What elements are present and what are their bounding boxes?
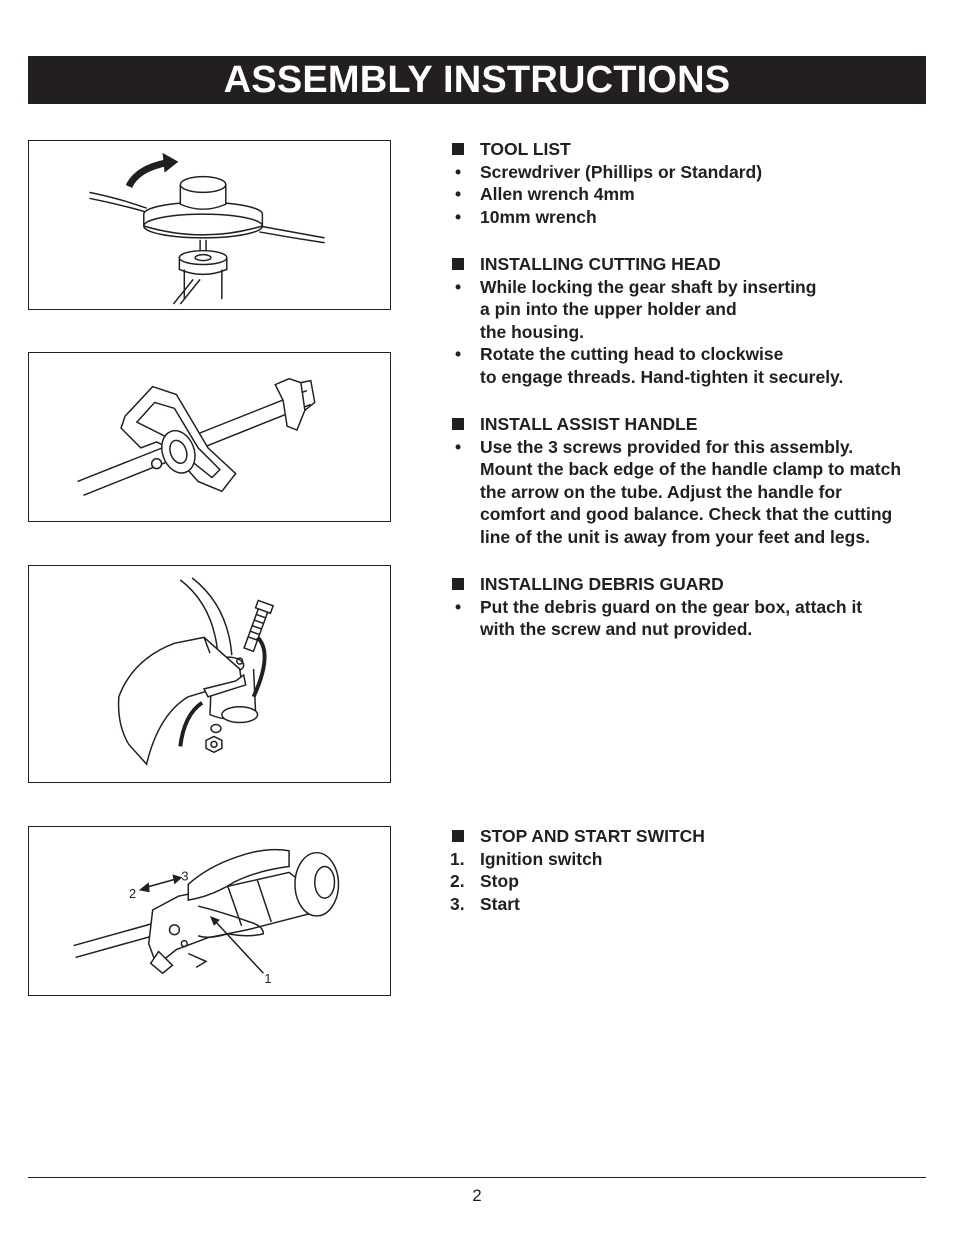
square-bullet-icon bbox=[452, 143, 464, 155]
list-item: • Allen wrench 4mm bbox=[455, 184, 635, 205]
figure-debris-guard bbox=[28, 565, 391, 783]
list-item: • While locking the gear shaft by inserting a pin into the upper holder and the housing. bbox=[455, 276, 817, 342]
page-title: ASSEMBLY INSTRUCTIONS bbox=[28, 56, 926, 104]
footer-divider bbox=[28, 1177, 926, 1178]
bullet-icon: • bbox=[455, 596, 462, 617]
bullet-icon: • bbox=[455, 184, 462, 205]
section-debris-guard bbox=[450, 573, 940, 641]
bullet-icon: • bbox=[455, 344, 462, 365]
figure-cutting-head bbox=[28, 140, 391, 310]
cutting-head-illustration bbox=[29, 141, 390, 309]
debris-guard-illustration bbox=[29, 566, 390, 782]
section-heading: TOOL LIST bbox=[450, 138, 940, 161]
section-heading: STOP AND START SWITCH bbox=[450, 825, 940, 848]
numbered-item: 3. Start bbox=[450, 893, 520, 914]
square-bullet-icon bbox=[452, 258, 464, 270]
list-item: • Rotate the cutting head to clockwise to engage threads. Hand-tighten it securely. bbox=[455, 344, 844, 387]
square-bullet-icon bbox=[452, 418, 464, 430]
list-item: • Put the debris guard on the gear box, attach it with the screw and nut provided. bbox=[455, 596, 863, 640]
switch-illustration bbox=[29, 827, 390, 995]
list-item: • Use the 3 screws provided for this assembly. Mount the back edge of the handle clamp to match the arrow on the tube. Adjust the handle for comfort and good balance. Check that the cutting line of the unit is away from your feet and legs. bbox=[455, 436, 902, 547]
callout-3: 3 bbox=[181, 868, 189, 884]
bullet-icon: • bbox=[455, 206, 462, 227]
bullet-icon: • bbox=[455, 161, 462, 182]
bullet-icon: • bbox=[455, 436, 462, 457]
numbered-item: 2. Stop bbox=[450, 871, 519, 892]
bullet-icon: • bbox=[455, 276, 462, 297]
callout-1: 1 bbox=[264, 971, 272, 987]
assist-handle-illustration bbox=[29, 353, 390, 521]
section-heading: INSTALLING CUTTING HEAD bbox=[450, 253, 940, 276]
page-number: 2 bbox=[472, 1186, 482, 1205]
section-heading: INSTALLING DEBRIS GUARD bbox=[450, 573, 940, 596]
square-bullet-icon bbox=[452, 830, 464, 842]
figure-assist-handle bbox=[28, 352, 391, 522]
section-assist-handle bbox=[450, 413, 940, 549]
callout-2: 2 bbox=[128, 886, 137, 902]
figure-stop-start-switch bbox=[28, 826, 391, 996]
section-stop-start-switch bbox=[450, 825, 940, 915]
list-item: • Screwdriver (Phillips or Standard) bbox=[455, 161, 763, 182]
numbered-item: 1. Ignition switch bbox=[450, 848, 603, 869]
section-heading: INSTALL ASSIST HANDLE bbox=[450, 413, 940, 436]
section-cutting-head bbox=[450, 253, 940, 389]
section-tool-list bbox=[450, 138, 940, 228]
list-item: • 10mm wrench bbox=[455, 206, 597, 227]
square-bullet-icon bbox=[452, 578, 464, 590]
